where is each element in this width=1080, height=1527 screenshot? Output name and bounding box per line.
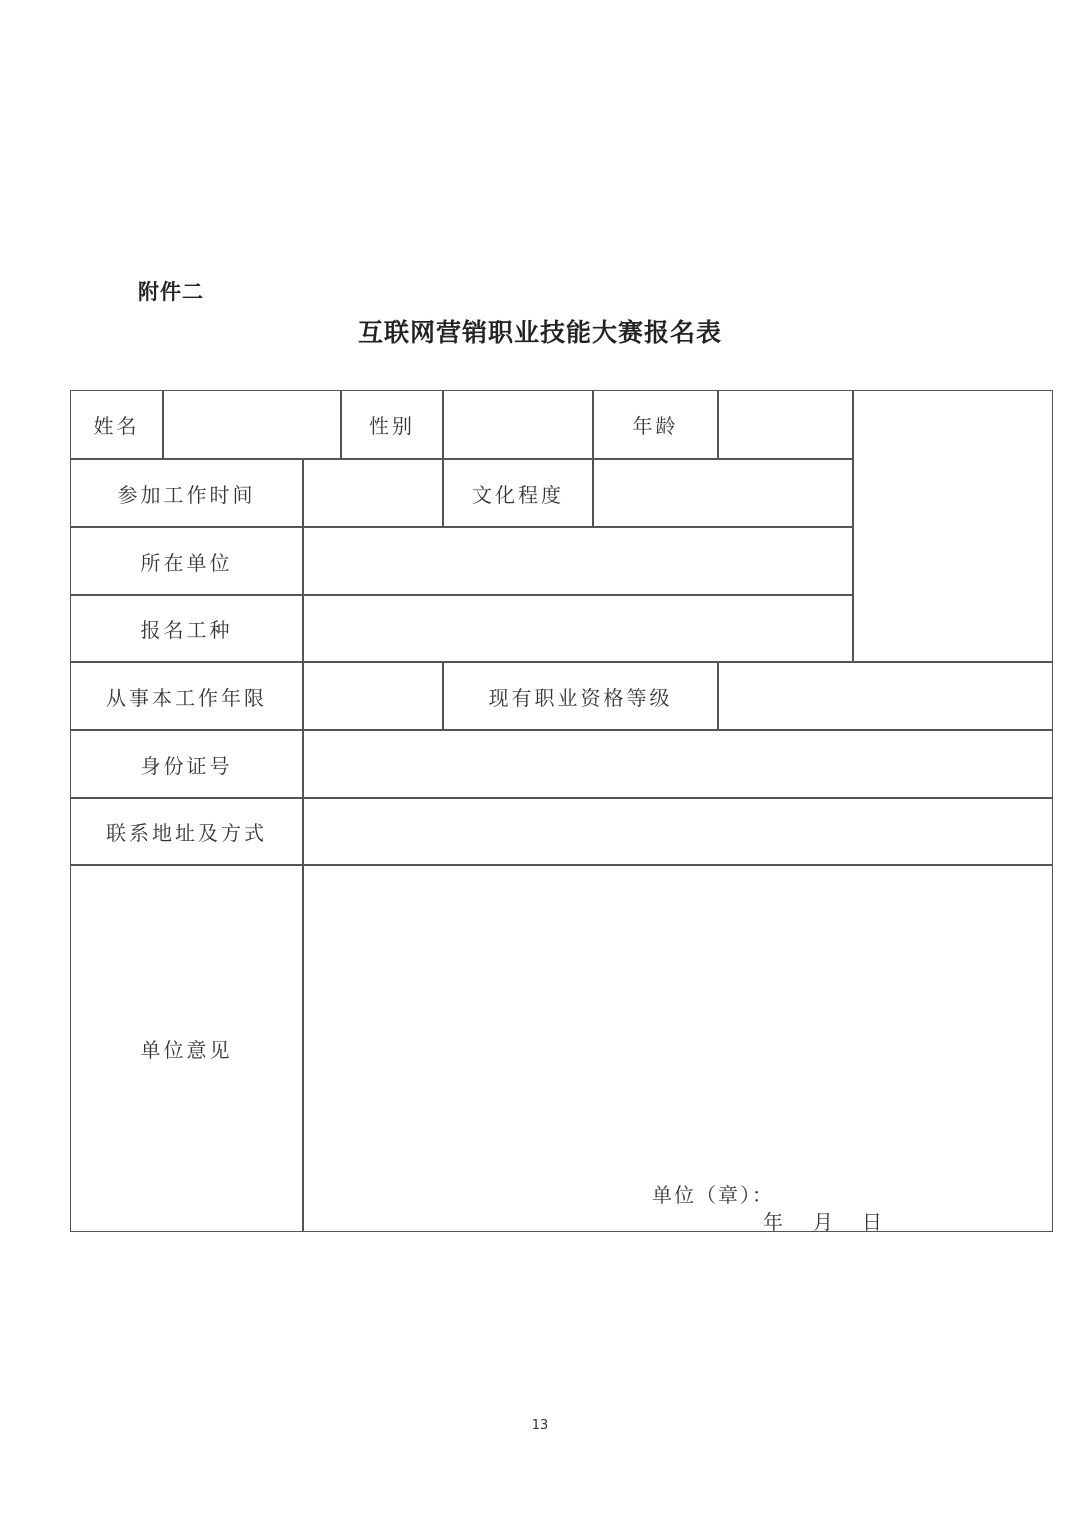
employer-input[interactable] bbox=[304, 528, 852, 594]
job-type-input[interactable] bbox=[304, 596, 852, 661]
gender-label: 性别 bbox=[369, 414, 415, 438]
opinion-label: 单位意见 bbox=[140, 1038, 233, 1062]
day-label: 日 bbox=[862, 1210, 882, 1234]
years-label: 从事本工作年限 bbox=[106, 685, 267, 710]
work-start-label: 参加工作时间 bbox=[117, 482, 256, 507]
registration-form-table bbox=[70, 390, 1053, 1232]
qualification-input[interactable] bbox=[719, 663, 1052, 729]
employer-label: 所在单位 bbox=[140, 550, 233, 575]
qualification-label: 现有职业资格等级 bbox=[488, 685, 673, 710]
photo-box[interactable] bbox=[854, 391, 1052, 661]
opinion-input[interactable] bbox=[304, 866, 1052, 1166]
work-start-input[interactable] bbox=[304, 460, 442, 526]
id-input[interactable] bbox=[304, 731, 1052, 797]
contact-input[interactable] bbox=[304, 799, 1052, 864]
name-label: 姓名 bbox=[93, 414, 140, 438]
age-label: 年龄 bbox=[632, 414, 679, 438]
age-input[interactable] bbox=[719, 391, 852, 458]
id-label: 身份证号 bbox=[140, 753, 233, 778]
gender-input[interactable] bbox=[444, 391, 592, 458]
years-input[interactable] bbox=[304, 663, 442, 729]
year-label: 年 bbox=[763, 1210, 783, 1234]
job-type-label: 报名工种 bbox=[140, 618, 233, 642]
education-label: 文化程度 bbox=[472, 482, 564, 507]
seal-label: 单位（章）： bbox=[652, 1183, 774, 1207]
month-label: 月 bbox=[813, 1210, 833, 1234]
form-title: 互联网营销职业技能大赛报名表 bbox=[357, 318, 722, 347]
education-input[interactable] bbox=[594, 460, 852, 526]
attachment-label: 附件二 bbox=[138, 280, 204, 304]
name-input[interactable] bbox=[164, 391, 340, 458]
contact-label: 联系地址及方式 bbox=[106, 821, 267, 845]
page-number: 13 bbox=[531, 1418, 549, 1433]
